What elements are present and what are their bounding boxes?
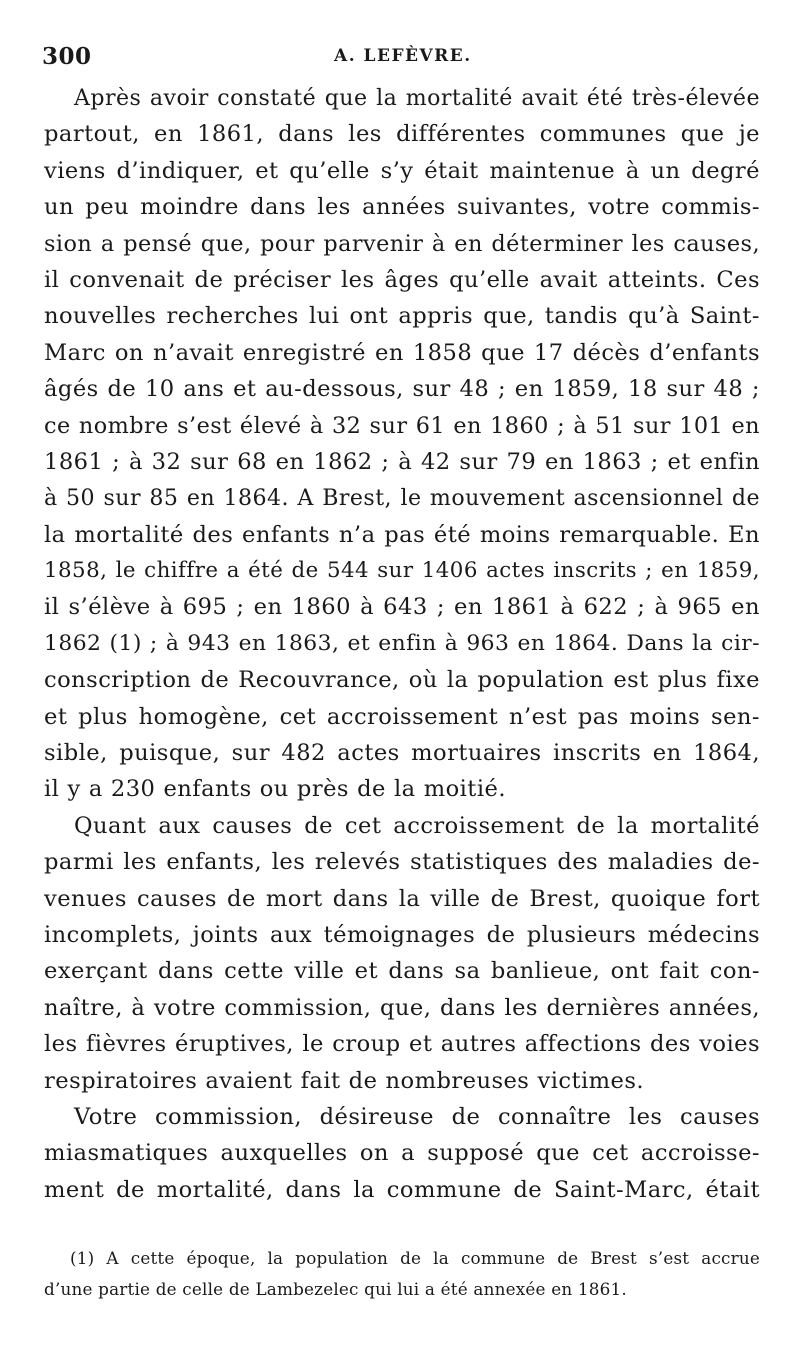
text-line: partout, en 1861, dans les différentes communes que je xyxy=(44,121,760,148)
footnote-line: (1) A cette époque, la population de la commune de Brest s’est accrue xyxy=(70,1248,760,1268)
text-line: nouvelles recherches lui ont appris que, tandis qu’à Saint- xyxy=(44,303,760,330)
text-line: viens d’indiquer, et qu’elle s’y était maintenue à un degré xyxy=(44,157,760,184)
text-line: il y a 230 enfants ou près de la moitié. xyxy=(44,776,506,803)
page-number: 300 xyxy=(42,43,92,70)
text-line: et plus homogène, cet accroissement n’est pas moins sen- xyxy=(44,703,760,730)
text-line: incomplets, joints aux témoignages de plusieurs médecins xyxy=(44,921,760,948)
text-line: Après avoir constaté que la mortalité avait été très-élevée xyxy=(74,85,760,111)
text-line: naître, à votre commission, que, dans les dernières années, xyxy=(44,994,760,1021)
text-line: ce nombre s’est élevé à 32 sur 61 en 1860 ; à 51 sur 101 en xyxy=(44,412,760,439)
body-text xyxy=(44,80,760,1208)
text-line: venues causes de mort dans la ville de Brest, quoique fort xyxy=(44,885,760,912)
text-line: exerçant dans cette ville et dans sa banlieue, ont fait con- xyxy=(44,958,760,985)
text-line: à 50 sur 85 en 1864. A Brest, le mouvement ascensionnel de xyxy=(44,485,760,512)
text-line: Quant aux causes de cet accroissement de la mortalité xyxy=(74,812,760,839)
running-head xyxy=(42,43,762,73)
text-line: ment de mortalité, dans la commune de Saint-Marc, était xyxy=(44,1176,760,1203)
text-line: Marc on n’avait enregistré en 1858 que 17 décès d’enfants xyxy=(44,339,760,366)
text-line: un peu moindre dans les années suivantes, votre commis- xyxy=(44,194,760,221)
text-line: sion a pensé que, pour parvenir à en déterminer les causes, xyxy=(44,230,760,257)
text-line: miasmatiques auxquelles on a supposé que cet accroisse- xyxy=(44,1140,760,1167)
text-line: parmi les enfants, les relevés statistiques des maladies de- xyxy=(44,849,760,876)
text-line: 1858, le chiffre a été de 544 sur 1406 actes inscrits ; en 1859, xyxy=(44,558,760,584)
text-line: respiratoires avaient fait de nombreuses victimes. xyxy=(44,1067,645,1094)
text-line: âgés de 10 ans et au-dessous, sur 48 ; en 1859, 18 sur 48 ; xyxy=(44,376,760,403)
text-line: les fièvres éruptives, le croup et autres affections des voies xyxy=(44,1031,760,1058)
footnote xyxy=(44,1243,760,1305)
text-line: il convenait de préciser les âges qu’elle avait atteints. Ces xyxy=(44,266,760,293)
footnote-line: d’une partie de celle de Lambezelec qui lui a été annexée en 1861. xyxy=(44,1279,627,1299)
text-line: conscription de Recouvrance, où la population est plus fixe xyxy=(44,667,760,694)
text-line: la mortalité des enfants n’a pas été moins remarquable. En xyxy=(44,521,760,548)
text-line: 1861 ; à 32 sur 68 en 1862 ; à 42 sur 79 en 1863 ; et enfin xyxy=(44,448,760,475)
text-line: sible, puisque, sur 482 actes mortuaires inscrits en 1864, xyxy=(44,740,760,767)
text-line: il s’élève à 695 ; en 1860 à 643 ; en 1861 à 622 ; à 965 en xyxy=(44,594,760,621)
text-line: 1862 (1) ; à 943 en 1863, et enfin à 963 en 1864. Dans la cir- xyxy=(44,630,760,656)
text-line: Votre commission, désireuse de connaître les causes xyxy=(74,1103,760,1130)
running-title: A. LEFÈVRE. xyxy=(334,46,472,66)
